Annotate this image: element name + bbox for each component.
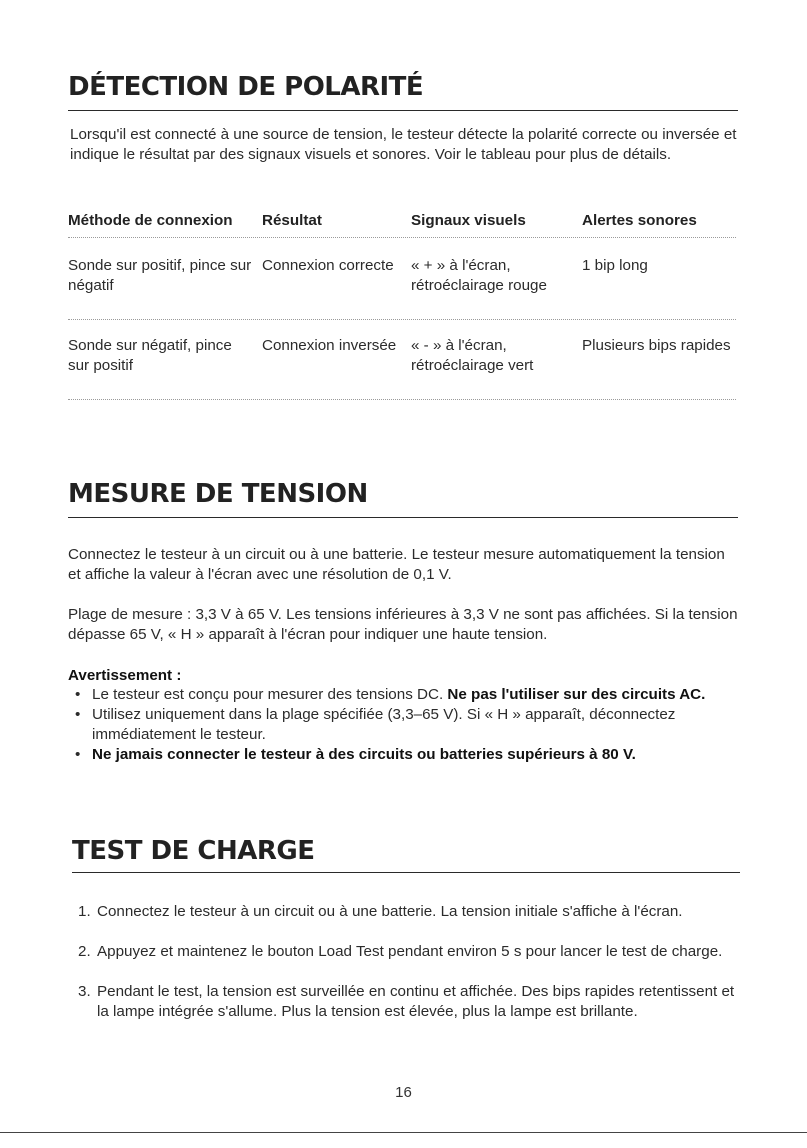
table-cell: « - » à l'écran, rétroéclairage vert [411,337,534,374]
section-title-polarity: DÉTECTION DE POLARITÉ [68,72,424,102]
list-item [68,745,738,765]
list-item [78,982,738,1022]
list-item [78,902,738,922]
tension-para-2: Plage de mesure : 3,3 V à 65 V. Les tensions inférieures à 3,3 V ne sont pas affichées. Si la tension dépasse 65 V, « H » apparaît à l'écran pour indiquer une haute tension. [68,606,738,643]
table-cell: Connexion correcte [262,257,394,274]
step-text: Appuyez et maintenez le bouton Load Test pendant environ 5 s pour lancer le test de charge. [97,943,723,960]
step-number: 3. [78,983,91,1000]
warning-list [68,685,738,765]
section-rule [68,517,738,518]
table-cell: « + » à l'écran, rétroéclairage rouge [411,257,547,294]
polarity-intro: Lorsqu'il est connecté à une source de tension, le testeur détecte la polarité correcte ou inversée et indique le résultat par des signaux visuels et sonores. Voir le tableau pour plus de détails. [70,126,737,163]
table-header-cell: Alertes sonores [582,212,697,229]
table-cell: 1 bip long [582,257,648,274]
list-item [68,685,738,705]
section-title-charge: TEST DE CHARGE [72,836,315,866]
table-cell: Sonde sur négatif, pince sur positif [68,337,232,374]
step-text: Connectez le testeur à un circuit ou à une batterie. La tension initiale s'affiche à l'écran. [97,903,683,920]
table-cell: Plusieurs bips rapides [582,337,731,354]
warning-text: Utilisez uniquement dans la plage spécifiée (3,3–65 V). Si « H » apparaît, déconnectez immédiatement le testeur. [92,706,676,743]
tension-para-1: Connectez le testeur à un circuit ou à une batterie. Le testeur mesure automatiquement la tension et affiche la valeur à l'écran avec une résolution de 0,1 V. [68,546,725,583]
warning-emphasis: Ne pas l'utiliser sur des circuits AC. [447,686,706,703]
step-number: 2. [78,943,91,960]
table-header-cell: Signaux visuels [411,212,526,229]
list-item [78,942,738,962]
table-divider [68,319,736,320]
page-bottom-border [0,1132,807,1148]
table-cell: Connexion inversée [262,337,397,354]
warning-emphasis: Ne jamais connecter le testeur à des circuits ou batteries supérieurs à 80 V. [92,746,636,763]
step-number: 1. [78,903,91,920]
warning-text: Le testeur est conçu pour mesurer des tensions DC. [92,686,448,703]
table-divider [68,237,736,238]
page-number: 16 [395,1084,412,1101]
table-divider [68,399,736,400]
section-rule [72,872,740,873]
table-cell: Sonde sur positif, pince sur négatif [68,257,252,294]
list-item [68,705,738,745]
section-rule [68,110,738,111]
table-header-cell: Résultat [262,212,322,229]
charge-steps [78,902,738,1042]
warning-title: Avertissement : [68,667,182,684]
table-header-cell: Méthode de connexion [68,212,233,229]
step-text: Pendant le test, la tension est surveillée en continu et affichée. Des bips rapides retentissent et la lampe intégrée s'allume. Plus la tension est élevée, plus la lampe est brillante. [97,983,735,1020]
section-title-tension: MESURE DE TENSION [68,479,368,509]
